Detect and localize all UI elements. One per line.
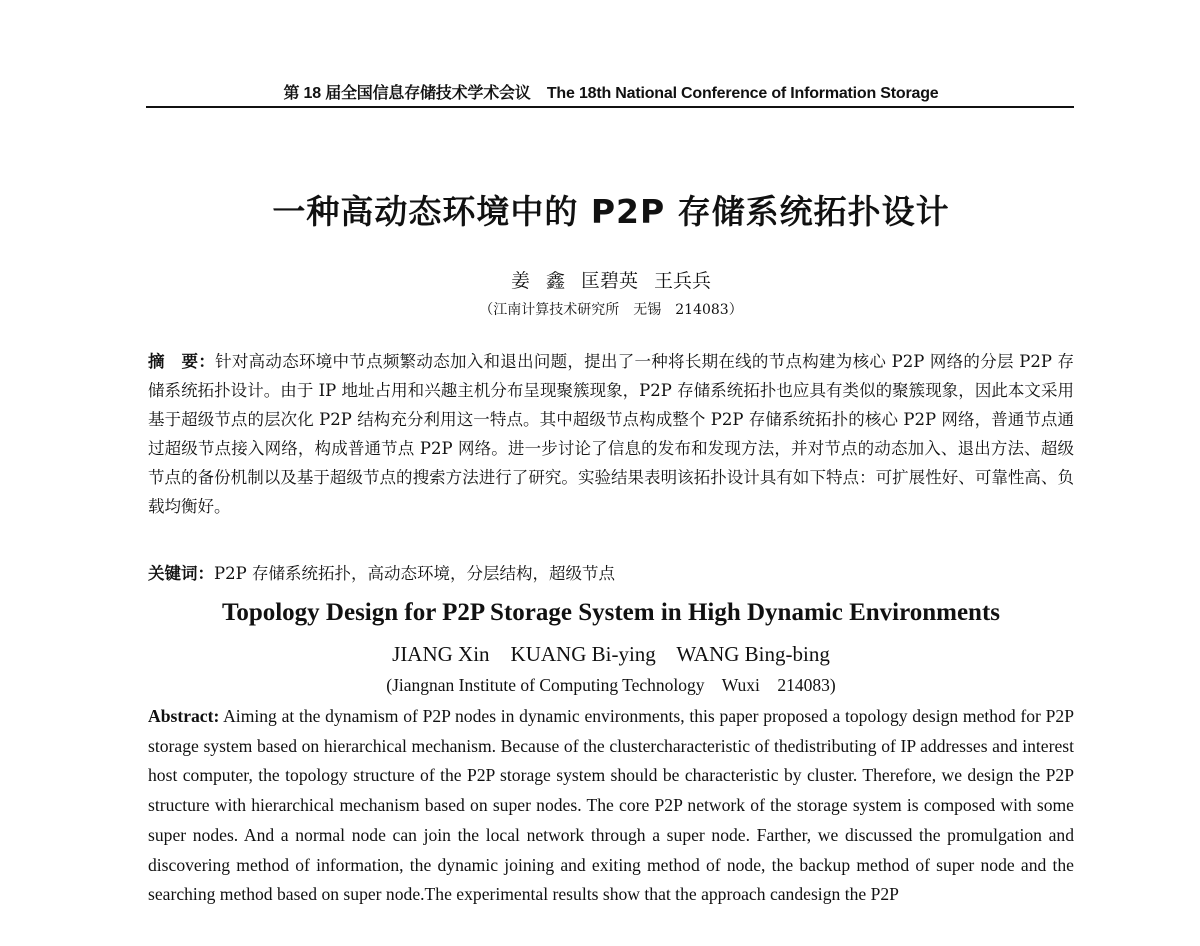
affiliation-en: (Jiangnan Institute of Computing Technology Wuxi 214083) — [386, 675, 836, 695]
keywords-cn-text: P2P 存储系统拓扑，高动态环境，分层结构，超级节点 — [214, 564, 615, 583]
paper-title-en: Topology Design for P2P Storage System in High Dynamic Environments — [221, 599, 1001, 626]
header-rule — [146, 106, 1074, 108]
abstract-cn-label: 摘 要： — [148, 352, 216, 371]
abstract-en-label: Abstract: — [148, 706, 220, 726]
authors-en: JIANG Xin KUANG Bi-ying WANG Bing-bing — [392, 642, 830, 666]
conference-name-cn: 第 18 届全国信息存储技术学术会议 — [283, 85, 531, 102]
affiliation-cn: （江南计算技术研究所 无锡 214083） — [479, 302, 743, 318]
keywords-cn-label: 关键词： — [148, 564, 214, 583]
conference-name-en: The 18th National Conference of Information Storage — [546, 85, 939, 102]
authors-cn: 姜 鑫 匡碧英 王兵兵 — [510, 270, 712, 292]
conference-header — [150, 80, 1072, 103]
abstract-en-text: Aiming at the dynamism of P2P nodes in dynamic environments, this paper proposed a topology design method for P2P storage system based on hierarchical mechanism. Because of the clustercharacteristic of thedistributing of IP addresses and interest host computer, the topology structure of the P2P storage system should be characteristic by cluster. Therefore, we design the P2P structure with hierarchical mechanism based on super nodes. The core P2P network of the storage system is composed with some super nodes. And a normal node can join the local network through a super node. Farther, we discussed the promulgation and discovering method of information, the dynamic joining and exiting method of node, the backup method of super node and the searching method based on super node.The experimental results show that the approach candesign the P2P — [148, 706, 1074, 905]
paper-title-cn: 一种高动态环境中的 P2P 存储系统拓扑设计 — [272, 192, 950, 231]
abstract-cn-text: 针对高动态环境中节点频繁动态加入和退出问题，提出了一种将长期在线的节点构建为核心 P2P 网络的分层 P2P 存储系统拓扑设计。由于 IP 地址占用和兴趣主机分布呈现聚簇现象，P2P 存储系统拓扑也应具有类似的聚簇现象，因此本文采用基于超级节点的层次化 P2P 结构充分利用这一特点。其中超级节点构成整个 P2P 存储系统拓扑的核心 P2P 网络，普通节点通过超级节点接入网络，构成普通节点 P2P 网络。进一步讨论了信息的发布和发现方法，并对节点的动态加入、退出方法、超级节点的备份机制以及基于超级节点的搜索方法进行了研究。实验结果表明该拓扑设计具有如下特点：可扩展性好、可靠性高、负载均衡好。 — [148, 352, 1074, 516]
abstract-en — [148, 702, 1074, 910]
abstract-cn — [148, 347, 1074, 521]
keywords-cn — [148, 559, 1074, 588]
